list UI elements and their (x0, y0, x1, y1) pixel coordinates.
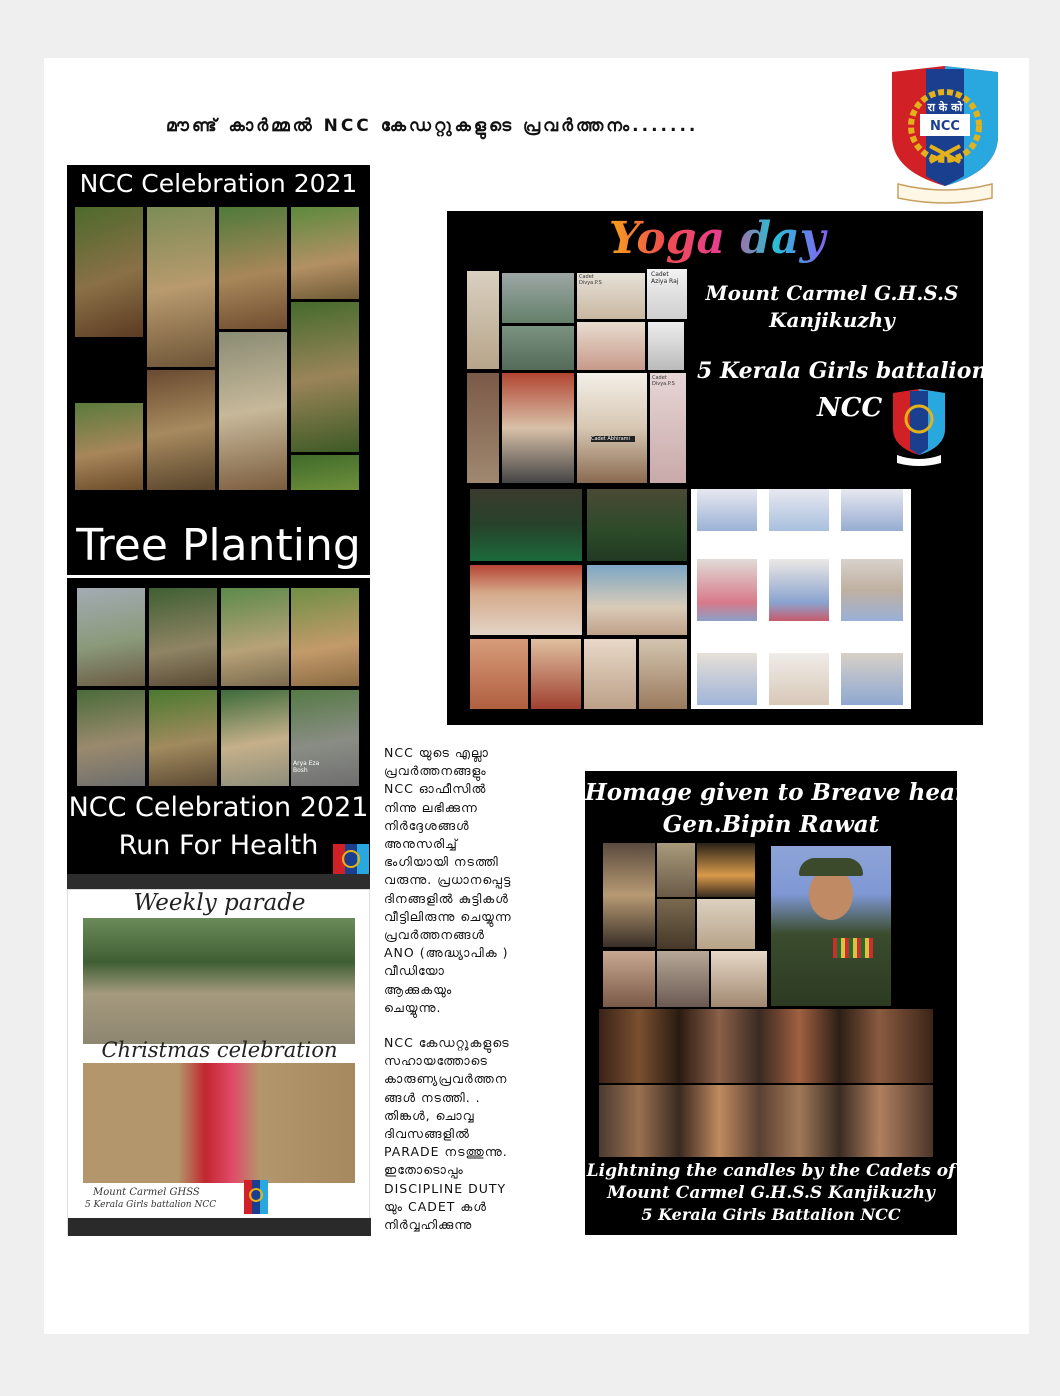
body-line: ഭംഗിയായി നടത്തി (384, 854, 499, 870)
yoga-photo-3 (577, 273, 645, 319)
yoga-photo-13 (470, 489, 582, 561)
body-line: ആക്കുകയും (384, 981, 453, 997)
homage-photo-1 (603, 843, 655, 947)
run-photo-1 (77, 588, 145, 686)
yoga-school-line2: Kanjikuzhy (769, 308, 895, 332)
run-photo-5 (77, 690, 145, 786)
yoga-title: Yoga day (608, 213, 826, 264)
body-line: PARADE നടത്തുന്നു. (384, 1144, 508, 1160)
homage-caption-line3: 5 Kerala Girls Battalion NCC (641, 1205, 901, 1224)
homage-caption-line1: Lightning the candles by the Cadets of (586, 1161, 956, 1181)
ncc-emblem-icon (888, 66, 1002, 206)
body-line: ദിവസങ്ങളിൽ (384, 1126, 470, 1142)
parade-footer-line2: 5 Kerala Girls battalion NCC (85, 1200, 217, 1210)
yoga-day-panel (447, 211, 988, 725)
yoga-photo-20 (639, 639, 687, 709)
yoga-photo-5 (647, 269, 687, 319)
yoga-photo-1 (467, 271, 499, 369)
tree-panel-caption: Tree Planting (76, 520, 361, 571)
body-line: NCC യുടെ എല്ലാ (384, 745, 489, 760)
christmas-title: Christmas celebration (101, 1038, 338, 1062)
homage-title-line2: Gen.Bipin Rawat (662, 811, 880, 838)
yoga-photo-11 (577, 373, 647, 483)
tree-planting-panel (67, 165, 370, 575)
run-photo-6 (149, 690, 217, 786)
yoga-grid (691, 489, 911, 709)
yoga-photo-15 (470, 565, 582, 635)
body-line: ദിനങ്ങളിൽ കുട്ടികൾ (384, 890, 509, 906)
body-paragraph-1 (384, 744, 574, 1017)
parade-bottom-strip (68, 1218, 371, 1236)
homage-panel (585, 771, 978, 1235)
body-line: DISCIPLINE DUTY (384, 1180, 507, 1196)
yoga-tag-4: Cadet Abhirami (591, 436, 635, 442)
homage-photo-7 (657, 951, 709, 1007)
homage-photo-6 (603, 951, 655, 1007)
tree-photo-4 (291, 207, 359, 299)
run-photo-4 (291, 588, 359, 686)
yoga-photo-8 (648, 322, 684, 370)
run-photo-name-tag: Arya Eza Bosh (293, 760, 320, 774)
yoga-photo-7 (577, 322, 645, 370)
body-line: ഇതോടൊപ്പം (384, 1162, 464, 1178)
run-panel-bottom-strip (67, 874, 370, 889)
body-line: സഹായത്തോടെ (384, 1053, 488, 1069)
body-line: NCC കേഡറ്റുകളുടെ (384, 1035, 510, 1051)
run-for-health-panel (67, 578, 370, 874)
yoga-tag-2: Cadet Divya.P.S (579, 274, 602, 286)
body-paragraph-2 (384, 1034, 574, 1234)
yoga-title-graphic (597, 203, 837, 273)
body-line: തിങ്കൾ, ചൊവ്വ (384, 1107, 475, 1123)
body-line: ചെയ്യുന്നു. (384, 999, 442, 1015)
body-line: നിർദ്ദേശങ്ങൾ (384, 817, 470, 833)
yoga-battalion-line1: 5 Kerala Girls battalion (697, 358, 988, 384)
homage-title-line1: Homage given to Breave heart (585, 779, 978, 806)
homage-candles-row-1 (599, 1009, 933, 1083)
body-line: കാരുണ്യപ്രവർത്തന (384, 1071, 508, 1087)
tree-photo-1 (75, 207, 143, 337)
parade-title: Weekly parade (133, 890, 306, 916)
ncc-badge-icon (891, 389, 947, 467)
yoga-photo-12 (650, 373, 686, 483)
tree-photo-6 (219, 332, 287, 490)
body-text (384, 744, 574, 1251)
yoga-tag-3: Cadet Divya.P.S (652, 375, 675, 387)
emblem-ncc-text: NCC (930, 119, 960, 134)
tree-photo-5 (291, 302, 359, 452)
yoga-photo-19 (584, 639, 636, 709)
emblem-top-text: रा के को (927, 101, 963, 114)
tree-photo-8 (75, 403, 143, 490)
run-panel-subtitle: Run For Health (118, 830, 319, 861)
homage-caption-line2: Mount Carmel G.H.S.S Kanjikuzhy (607, 1183, 935, 1203)
body-line: പ്രവർത്തനങ്ങളും (384, 763, 487, 779)
tree-photo-9 (291, 455, 359, 490)
homage-photo-8 (711, 951, 767, 1007)
christmas-photo (83, 1063, 355, 1183)
tree-photo-2 (147, 207, 215, 367)
yoga-photo-6 (502, 326, 574, 370)
yoga-photo-9 (467, 373, 499, 483)
body-line: ങ്ങൾ നടത്തി. . (384, 1089, 481, 1105)
homage-photo-3 (697, 843, 755, 897)
homage-photo-5 (697, 899, 755, 949)
yoga-photo-17 (470, 639, 528, 709)
body-line: നിന്നു ലഭിക്കുന്ന (384, 799, 478, 815)
yoga-school-line1: Mount Carmel G.H.S.S (705, 281, 959, 305)
tree-photo-7 (147, 370, 215, 490)
body-line: വീട്ടിലിരുന്നു ചെയ്യുന്ന (384, 908, 512, 924)
yoga-tag-1: Cadet Aziya Raj (651, 271, 679, 285)
body-line: നിർവ്വഹിക്കുന്നു (384, 1217, 473, 1233)
run-photo-3 (221, 588, 289, 686)
tree-panel-title: NCC Celebration 2021 (79, 169, 358, 198)
yoga-photo-16 (587, 565, 687, 635)
parade-christmas-panel (67, 889, 370, 1235)
homage-photo-2 (657, 843, 695, 897)
ncc-badge-icon (244, 1180, 268, 1214)
body-line: വരുന്നു. പ്രധാനപ്പെട്ട (384, 872, 512, 888)
page-heading: മൗണ്ട് കാർമ്മൽ NCC കേഡറ്റുകളുടെ പ്രവർത്തനം....... (166, 116, 699, 136)
parade-photo (83, 918, 355, 1044)
body-line: NCC ഓഫീസിൽ (384, 781, 487, 797)
yoga-battalion-line2: NCC (817, 393, 883, 423)
homage-photo-4 (657, 899, 695, 949)
run-photo-2 (149, 588, 217, 686)
ncc-badge-icon (333, 844, 369, 874)
yoga-photo-10 (502, 373, 574, 483)
body-line: പ്രവർത്തനങ്ങൾ (384, 927, 485, 943)
body-line: വീഡിയോ (384, 963, 445, 979)
body-line: യും CADET കൾ (384, 1198, 487, 1214)
parade-footer-line1: Mount Carmel GHSS (93, 1187, 200, 1198)
body-line: ANO (അദ്ധ്യാപിക ) (384, 945, 509, 961)
yoga-photo-18 (531, 639, 581, 709)
run-panel-title: NCC Celebration 2021 (68, 792, 369, 823)
body-line: അനുസരിച്ച് (384, 836, 458, 852)
tree-photo-3 (219, 207, 287, 329)
yoga-photo-14 (587, 489, 687, 561)
run-photo-8 (291, 690, 359, 786)
bipin-rawat-portrait (771, 846, 891, 1006)
yoga-photo-2 (502, 273, 574, 323)
run-photo-7 (221, 690, 289, 786)
homage-candles-row-2 (599, 1085, 933, 1157)
